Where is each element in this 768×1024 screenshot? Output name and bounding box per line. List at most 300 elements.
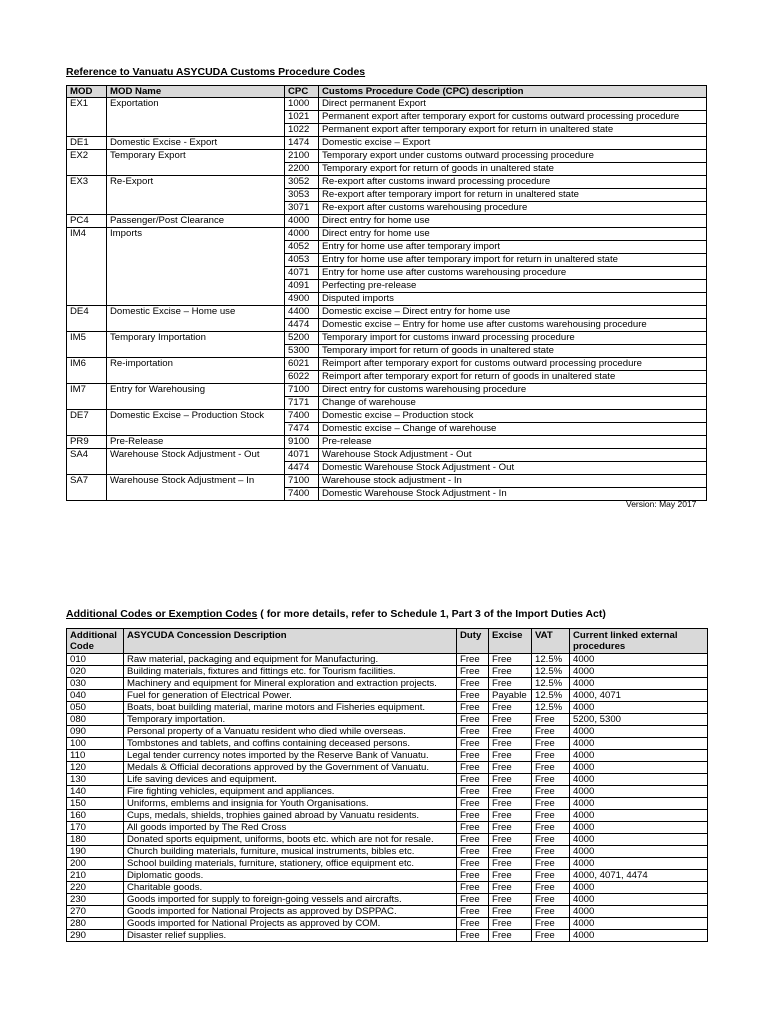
cpc-cell: 7171 (285, 397, 319, 410)
table-row (67, 870, 708, 882)
mod-cell: IM4 (67, 228, 107, 241)
cpc-cell: 3071 (285, 202, 319, 215)
excise-cell: Free (489, 666, 532, 678)
mod-cell (67, 488, 107, 501)
cpc-description-cell: Permanent export after temporary export for return in unaltered state (319, 124, 707, 137)
table-row (67, 293, 707, 306)
cpc-description-cell: Direct entry for customs warehousing procedure (319, 384, 707, 397)
version-label: Version: May 2017 (626, 499, 697, 509)
duty-cell: Free (457, 906, 489, 918)
cpc-cell: 9100 (285, 436, 319, 449)
additional-code-cell: 050 (67, 702, 124, 714)
excise-cell: Free (489, 798, 532, 810)
excise-cell: Free (489, 726, 532, 738)
table-row (67, 150, 707, 163)
linked-procedures-cell: 4000 (570, 930, 708, 942)
table-row (67, 228, 707, 241)
additional-code-cell: 010 (67, 654, 124, 666)
linked-procedures-cell: 4000 (570, 894, 708, 906)
cpc-description-cell: Domestic excise – Entry for home use after customs warehousing procedure (319, 319, 707, 332)
additional-code-cell: 090 (67, 726, 124, 738)
mod-name-cell (107, 202, 285, 215)
table-row (67, 714, 708, 726)
table-row (67, 846, 708, 858)
cpc-cell: 6022 (285, 371, 319, 384)
excise-cell: Free (489, 930, 532, 942)
table-row (67, 111, 707, 124)
mod-cell (67, 293, 107, 306)
table-row (67, 124, 707, 137)
concession-description-cell: Tombstones and tablets, and coffins containing deceased persons. (124, 738, 457, 750)
mod-name-cell: Re-importation (107, 358, 285, 371)
excise-cell: Free (489, 918, 532, 930)
mod-cell: IM5 (67, 332, 107, 345)
cpc-table (66, 85, 707, 501)
linked-procedures-cell: 4000 (570, 726, 708, 738)
linked-procedures-cell: 4000 (570, 918, 708, 930)
linked-procedures-cell: 4000 (570, 702, 708, 714)
excise-cell: Free (489, 870, 532, 882)
cpc-cell: 4071 (285, 449, 319, 462)
exemption-section-title (66, 608, 606, 620)
table-row (67, 882, 708, 894)
table-row (67, 241, 707, 254)
table-row (67, 822, 708, 834)
excise-cell: Free (489, 750, 532, 762)
duty-cell: Free (457, 834, 489, 846)
table-row (67, 488, 707, 501)
additional-code-cell: 220 (67, 882, 124, 894)
vat-cell: Free (532, 798, 570, 810)
mod-name-cell: Exportation (107, 98, 285, 111)
additional-code-cell: 160 (67, 810, 124, 822)
mod-cell (67, 423, 107, 436)
table-row (67, 774, 708, 786)
vat-cell: Free (532, 774, 570, 786)
table-row (67, 358, 707, 371)
linked-procedures-cell: 4000 (570, 738, 708, 750)
header-duty: Duty (457, 629, 489, 654)
table-row (67, 918, 708, 930)
concession-description-cell: Personal property of a Vanuatu resident who died while overseas. (124, 726, 457, 738)
cpc-section-title: Reference to Vanuatu ASYCUDA Customs Procedure Codes (66, 66, 366, 78)
duty-cell: Free (457, 750, 489, 762)
duty-cell: Free (457, 882, 489, 894)
mod-name-cell: Re-Export (107, 176, 285, 189)
cpc-cell: 7100 (285, 384, 319, 397)
excise-cell: Free (489, 738, 532, 750)
cpc-cell: 1021 (285, 111, 319, 124)
vat-cell: Free (532, 810, 570, 822)
cpc-description-cell: Direct entry for home use (319, 228, 707, 241)
additional-code-cell: 110 (67, 750, 124, 762)
table-row (67, 654, 708, 666)
table-row (67, 690, 708, 702)
cpc-description-cell: Re-export after temporary import for return in unaltered state (319, 189, 707, 202)
concession-description-cell: Building materials, fixtures and fittings etc. for Tourism facilities. (124, 666, 457, 678)
header-concession-description: ASYCUDA Concession Description (124, 629, 457, 654)
concession-description-cell: Raw material, packaging and equipment for Manufacturing. (124, 654, 457, 666)
mod-cell (67, 189, 107, 202)
cpc-cell: 1022 (285, 124, 319, 137)
cpc-description-cell: Permanent export after temporary export for customs outward processing procedure (319, 111, 707, 124)
cpc-description-cell: Entry for home use after temporary import for return in unaltered state (319, 254, 707, 267)
mod-name-cell (107, 345, 285, 358)
cpc-cell: 2200 (285, 163, 319, 176)
cpc-cell: 6021 (285, 358, 319, 371)
duty-cell: Free (457, 762, 489, 774)
table-row (67, 475, 707, 488)
concession-description-cell: Diplomatic goods. (124, 870, 457, 882)
linked-procedures-cell: 4000 (570, 906, 708, 918)
concession-description-cell: Machinery and equipment for Mineral exploration and extraction projects. (124, 678, 457, 690)
cpc-cell: 4474 (285, 462, 319, 475)
cpc-cell: 4091 (285, 280, 319, 293)
additional-code-cell: 270 (67, 906, 124, 918)
excise-cell: Payable (489, 690, 532, 702)
concession-description-cell: Charitable goods. (124, 882, 457, 894)
additional-code-cell: 080 (67, 714, 124, 726)
cpc-cell: 2100 (285, 150, 319, 163)
excise-cell: Free (489, 714, 532, 726)
table-row (67, 906, 708, 918)
mod-name-cell: Domestic Excise - Export (107, 137, 285, 150)
header-cpc-description: Customs Procedure Code (CPC) description (319, 86, 707, 98)
mod-cell (67, 345, 107, 358)
table-row (67, 254, 707, 267)
mod-cell: DE1 (67, 137, 107, 150)
duty-cell: Free (457, 870, 489, 882)
additional-code-cell: 140 (67, 786, 124, 798)
table-row (67, 666, 708, 678)
cpc-cell: 7400 (285, 410, 319, 423)
linked-procedures-cell: 4000 (570, 810, 708, 822)
vat-cell: Free (532, 714, 570, 726)
excise-cell: Free (489, 702, 532, 714)
duty-cell: Free (457, 846, 489, 858)
mod-name-cell (107, 189, 285, 202)
mod-cell: EX3 (67, 176, 107, 189)
concession-description-cell: Donated sports equipment, uniforms, boots etc. which are not for resale. (124, 834, 457, 846)
table-row (67, 726, 708, 738)
excise-cell: Free (489, 894, 532, 906)
cpc-description-cell: Domestic Warehouse Stock Adjustment - In (319, 488, 707, 501)
mod-name-cell (107, 267, 285, 280)
table-row (67, 163, 707, 176)
duty-cell: Free (457, 678, 489, 690)
mod-cell (67, 371, 107, 384)
mod-cell (67, 397, 107, 410)
table-row (67, 319, 707, 332)
additional-code-cell: 200 (67, 858, 124, 870)
mod-cell (67, 241, 107, 254)
cpc-description-cell: Change of warehouse (319, 397, 707, 410)
mod-name-cell: Imports (107, 228, 285, 241)
linked-procedures-cell: 4000 (570, 774, 708, 786)
table-row (67, 306, 707, 319)
duty-cell: Free (457, 726, 489, 738)
duty-cell: Free (457, 666, 489, 678)
table-row (67, 738, 708, 750)
excise-cell: Free (489, 846, 532, 858)
cpc-description-cell: Direct permanent Export (319, 98, 707, 111)
header-cpc: CPC (285, 86, 319, 98)
table-row (67, 98, 707, 111)
linked-procedures-cell: 4000 (570, 762, 708, 774)
excise-cell: Free (489, 858, 532, 870)
additional-code-cell: 100 (67, 738, 124, 750)
mod-name-cell: Temporary Export (107, 150, 285, 163)
vat-cell: Free (532, 882, 570, 894)
additional-code-cell: 190 (67, 846, 124, 858)
mod-cell: IM6 (67, 358, 107, 371)
mod-cell (67, 280, 107, 293)
linked-procedures-cell: 5200, 5300 (570, 714, 708, 726)
linked-procedures-cell: 4000 (570, 666, 708, 678)
duty-cell: Free (457, 774, 489, 786)
mod-name-cell (107, 371, 285, 384)
excise-cell: Free (489, 810, 532, 822)
linked-procedures-cell: 4000 (570, 882, 708, 894)
vat-cell: 12.5% (532, 678, 570, 690)
mod-cell: EX1 (67, 98, 107, 111)
table-row (67, 750, 708, 762)
cpc-description-cell: Warehouse stock adjustment - In (319, 475, 707, 488)
concession-description-cell: Medals & Official decorations approved by the Government of Vanuatu. (124, 762, 457, 774)
excise-cell: Free (489, 786, 532, 798)
header-mod: MOD (67, 86, 107, 98)
table-row (67, 384, 707, 397)
exemption-title-note: ( for more details, refer to Schedule 1, Part 3 of the Import Duties Act) (257, 608, 606, 620)
cpc-cell: 7400 (285, 488, 319, 501)
table-row (67, 436, 707, 449)
cpc-cell: 3053 (285, 189, 319, 202)
cpc-cell: 7474 (285, 423, 319, 436)
table-row (67, 786, 708, 798)
linked-procedures-cell: 4000 (570, 786, 708, 798)
mod-name-cell: Warehouse Stock Adjustment – In (107, 475, 285, 488)
excise-cell: Free (489, 678, 532, 690)
duty-cell: Free (457, 690, 489, 702)
concession-description-cell: Uniforms, emblems and insignia for Youth Organisations. (124, 798, 457, 810)
cpc-table-header (67, 86, 707, 98)
mod-name-cell: Temporary Importation (107, 332, 285, 345)
excise-cell: Free (489, 654, 532, 666)
additional-code-cell: 020 (67, 666, 124, 678)
vat-cell: 12.5% (532, 666, 570, 678)
additional-code-cell: 210 (67, 870, 124, 882)
linked-procedures-cell: 4000 (570, 654, 708, 666)
mod-cell (67, 202, 107, 215)
mod-cell (67, 111, 107, 124)
concession-description-cell: Goods imported for National Projects as approved by COM. (124, 918, 457, 930)
cpc-description-cell: Reimport after temporary export for return of goods in unaltered state (319, 371, 707, 384)
table-row (67, 345, 707, 358)
cpc-description-cell: Pre-release (319, 436, 707, 449)
additional-code-cell: 170 (67, 822, 124, 834)
mod-name-cell (107, 319, 285, 332)
additional-code-cell: 130 (67, 774, 124, 786)
concession-description-cell: Disaster relief supplies. (124, 930, 457, 942)
mod-name-cell (107, 111, 285, 124)
excise-cell: Free (489, 762, 532, 774)
duty-cell: Free (457, 702, 489, 714)
cpc-cell: 7100 (285, 475, 319, 488)
duty-cell: Free (457, 786, 489, 798)
concession-description-cell: All goods imported by The Red Cross (124, 822, 457, 834)
mod-cell: SA4 (67, 449, 107, 462)
excise-cell: Free (489, 834, 532, 846)
table-row (67, 189, 707, 202)
concession-description-cell: Fuel for generation of Electrical Power. (124, 690, 457, 702)
exemption-codes-table (66, 628, 708, 942)
mod-name-cell (107, 462, 285, 475)
table-row (67, 798, 708, 810)
vat-cell: Free (532, 906, 570, 918)
mod-cell: DE4 (67, 306, 107, 319)
linked-procedures-cell: 4000 (570, 798, 708, 810)
duty-cell: Free (457, 810, 489, 822)
header-additional-code: Additional Code (67, 629, 124, 654)
additional-code-cell: 040 (67, 690, 124, 702)
exemption-table-body (67, 654, 708, 942)
vat-cell: Free (532, 738, 570, 750)
concession-description-cell: Goods imported for supply to foreign-going vessels and aircrafts. (124, 894, 457, 906)
additional-code-cell: 180 (67, 834, 124, 846)
table-row (67, 202, 707, 215)
linked-procedures-cell: 4000 (570, 846, 708, 858)
cpc-description-cell: Disputed imports (319, 293, 707, 306)
table-row (67, 280, 707, 293)
additional-code-cell: 280 (67, 918, 124, 930)
cpc-description-cell: Domestic excise – Production stock (319, 410, 707, 423)
table-row (67, 930, 708, 942)
excise-cell: Free (489, 906, 532, 918)
table-row (67, 371, 707, 384)
vat-cell: Free (532, 762, 570, 774)
mod-cell (67, 319, 107, 332)
cpc-description-cell: Temporary import for customs inward processing procedure (319, 332, 707, 345)
cpc-description-cell: Warehouse Stock Adjustment - Out (319, 449, 707, 462)
cpc-description-cell: Direct entry for home use (319, 215, 707, 228)
cpc-cell: 5200 (285, 332, 319, 345)
table-row (67, 834, 708, 846)
cpc-description-cell: Reimport after temporary export for customs outward processing procedure (319, 358, 707, 371)
vat-cell: Free (532, 858, 570, 870)
cpc-description-cell: Entry for home use after temporary import (319, 241, 707, 254)
table-row (67, 137, 707, 150)
linked-procedures-cell: 4000 (570, 678, 708, 690)
table-row (67, 810, 708, 822)
linked-procedures-cell: 4000, 4071, 4474 (570, 870, 708, 882)
cpc-cell: 3052 (285, 176, 319, 189)
cpc-cell: 4000 (285, 228, 319, 241)
vat-cell: Free (532, 918, 570, 930)
table-row (67, 215, 707, 228)
mod-name-cell: Domestic Excise – Production Stock (107, 410, 285, 423)
mod-cell: SA7 (67, 475, 107, 488)
concession-description-cell: School building materials, furniture, stationery, office equipment etc. (124, 858, 457, 870)
exemption-title-main: Additional Codes or Exemption Codes (66, 608, 258, 620)
vat-cell: Free (532, 786, 570, 798)
header-mod-name: MOD Name (107, 86, 285, 98)
concession-description-cell: Fire fighting vehicles, equipment and appliances. (124, 786, 457, 798)
table-row (67, 267, 707, 280)
cpc-description-cell: Domestic excise – Change of warehouse (319, 423, 707, 436)
linked-procedures-cell: 4000 (570, 834, 708, 846)
mod-name-cell (107, 163, 285, 176)
mod-name-cell (107, 397, 285, 410)
table-row (67, 894, 708, 906)
mod-name-cell: Pre-Release (107, 436, 285, 449)
cpc-description-cell: Re-export after customs warehousing procedure (319, 202, 707, 215)
mod-cell (67, 462, 107, 475)
mod-cell (67, 124, 107, 137)
table-row (67, 702, 708, 714)
cpc-description-cell: Temporary import for return of goods in unaltered state (319, 345, 707, 358)
vat-cell: Free (532, 930, 570, 942)
duty-cell: Free (457, 714, 489, 726)
additional-code-cell: 120 (67, 762, 124, 774)
concession-description-cell: Cups, medals, shields, trophies gained abroad by Vanuatu residents. (124, 810, 457, 822)
table-row (67, 397, 707, 410)
mod-cell (67, 163, 107, 176)
vat-cell: 12.5% (532, 702, 570, 714)
table-row (67, 678, 708, 690)
cpc-description-cell: Temporary export for return of goods in unaltered state (319, 163, 707, 176)
cpc-description-cell: Temporary export under customs outward processing procedure (319, 150, 707, 163)
cpc-cell: 5300 (285, 345, 319, 358)
excise-cell: Free (489, 822, 532, 834)
header-vat: VAT (532, 629, 570, 654)
cpc-description-cell: Perfecting pre-release (319, 280, 707, 293)
cpc-cell: 4900 (285, 293, 319, 306)
concession-description-cell: Church building materials, furniture, musical instruments, bibles etc. (124, 846, 457, 858)
cpc-description-cell: Entry for home use after customs warehousing procedure (319, 267, 707, 280)
mod-cell: IM7 (67, 384, 107, 397)
linked-procedures-cell: 4000 (570, 822, 708, 834)
mod-cell (67, 254, 107, 267)
additional-code-cell: 150 (67, 798, 124, 810)
vat-cell: Free (532, 822, 570, 834)
table-row (67, 762, 708, 774)
mod-name-cell: Domestic Excise – Home use (107, 306, 285, 319)
vat-cell: 12.5% (532, 690, 570, 702)
linked-procedures-cell: 4000, 4071 (570, 690, 708, 702)
mod-cell (67, 267, 107, 280)
vat-cell: 12.5% (532, 654, 570, 666)
exemption-table-header (67, 629, 708, 654)
vat-cell: Free (532, 846, 570, 858)
mod-cell: EX2 (67, 150, 107, 163)
excise-cell: Free (489, 882, 532, 894)
cpc-description-cell: Domestic excise – Direct entry for home use (319, 306, 707, 319)
table-row (67, 410, 707, 423)
additional-code-cell: 230 (67, 894, 124, 906)
mod-name-cell (107, 293, 285, 306)
mod-name-cell (107, 124, 285, 137)
cpc-cell: 1000 (285, 98, 319, 111)
duty-cell: Free (457, 822, 489, 834)
cpc-cell: 1474 (285, 137, 319, 150)
header-excise: Excise (489, 629, 532, 654)
vat-cell: Free (532, 894, 570, 906)
duty-cell: Free (457, 798, 489, 810)
mod-name-cell: Warehouse Stock Adjustment - Out (107, 449, 285, 462)
cpc-cell: 4053 (285, 254, 319, 267)
cpc-cell: 4400 (285, 306, 319, 319)
vat-cell: Free (532, 750, 570, 762)
